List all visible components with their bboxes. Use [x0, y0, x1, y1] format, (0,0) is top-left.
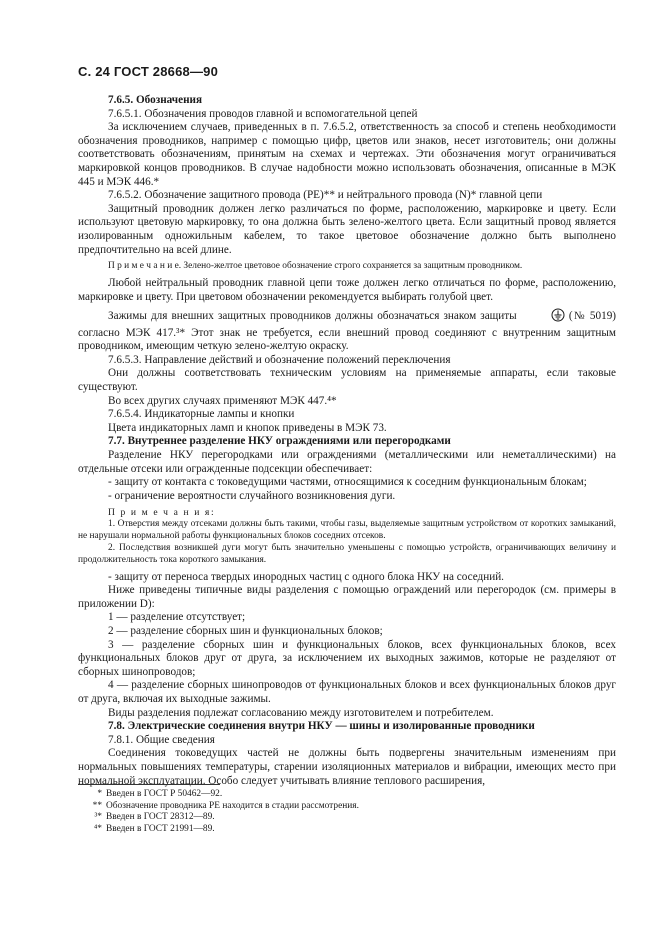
subsection-heading: 7.6.5.4. Индикаторные лампы и кнопки [108, 408, 295, 421]
page-header: С. 24 ГОСТ 28668—90 [78, 64, 219, 79]
document-body [78, 94, 616, 788]
list-item: - защиту от контакта с токоведущими частями, относящимися к соседним функциональным блокам; [108, 476, 587, 489]
list-item: 1 — разделение отсутствует; [108, 611, 246, 624]
subsection-heading: 7.6.5.1. Обозначения проводов главной и вспомогательной цепей [108, 107, 418, 120]
footnote-text: Введен в ГОСТ Р 50462—92. [106, 789, 223, 799]
footnote [78, 812, 616, 824]
section-heading: 7.8. Электрические соединения внутри НКУ — шины и изолированные проводники [108, 720, 535, 733]
list-item: 4 — разделение сборных шинопроводов от функциональных блоков и всех функциональных блоков друг от друга, включая их выходные зажимы. [78, 679, 616, 705]
footnote-mark: * [97, 789, 102, 799]
notes-title: П р и м е ч а н и я: [108, 507, 216, 519]
paragraph-part: (№ 5019) согласно МЭК 417.³* Этот знак не требуется, если внешний провод соединяют с внутренним защитным проводником, имеющим четкую зелено-желтую окраску. [78, 310, 617, 353]
footnote [78, 801, 616, 813]
paragraph-part: Зажимы для внешних защитных проводников должны обозначаться знаком защиты [108, 310, 517, 323]
list-item: 2 — разделение сборных шин и функциональных блоков; [108, 624, 383, 637]
footnotes [78, 784, 616, 835]
list-item: - защиту от переноса твердых инородных частиц с одного блока НКУ на соседний. [108, 570, 504, 583]
paragraph: Соединения токоведущих частей не должны быть подвергены значительным изменениям при нормальных повышениях температуры, старении изоляционных материалов и вибрации, имеющих место при нормальной эксплуатации. Особо следует учитывать влияние теплового расширения, [78, 747, 616, 787]
list-item: - ограничение вероятности случайного возникновения дуги. [108, 489, 396, 502]
footnote-divider [78, 784, 220, 785]
paragraph: Они должны соответствовать техническим условиям на применяемые аппараты, если таковые существуют. [78, 367, 616, 394]
paragraph: Защитный проводник должен легко различаться по форме, расположению, маркировке и цвету. Если используют цветовую маркировку, то она должна быть зелено-желтого цвета. Если защитный провод является изолированным одножильным кабелем, то такое цветовое обозначение должно быть выполнено предпочтительно на всей длине. [78, 202, 616, 256]
footnote [78, 824, 616, 836]
paragraph: Во всех других случаях применяют МЭК 447.⁴* [108, 394, 337, 407]
section-heading: 7.6.5. Обозначения [108, 94, 203, 106]
protective-earth-icon [521, 308, 565, 327]
footnote-mark: ³* [94, 812, 102, 823]
note: П р и м е ч а н и е. Зелено-желтое цветовое обозначение строго сохраняется за защитным проводником. [108, 261, 523, 272]
subsection-heading: 7.6.5.2. Обозначение защитного провода (РЕ)** и нейтрального провода (N)* главной цепи [108, 189, 543, 202]
paragraph: Цвета индикаторных ламп и кнопок приведены в МЭК 73. [108, 421, 387, 434]
note: 2. Последствия возникшей дуги могут быть значительно уменьшены с помощью устройств, ограничивающих величину и продолжительность тока короткого замыкания. [78, 543, 616, 565]
footnote-mark: ⁴* [94, 823, 102, 834]
footnote-text: Обозначение проводника РЕ находится в стадии рассмотрения. [106, 800, 359, 811]
footnote-text: Введен в ГОСТ 21991—89. [106, 823, 215, 834]
paragraph: За исключением случаев, приведенных в п. 7.6.5.2, ответственность за способ и степень необходимости обозначения проводников, например с помощью цифр, цветов или знаков, несет изготовитель; они должны соответствовать обозначениям, принятым на схемах и чертежах. Эти обозначения могут ограничиваться маркировкой концов проводников. В случае надобности можно использовать обозначения, описанные в МЭК 445 и МЭК 446.* [78, 121, 616, 188]
list-item: 3 — разделение сборных шин и функциональных блоков, всех функциональных блоков, всех функциональных блоков друг от друга, за исключением их выходных зажимов, которые не разделяют от сборных шинопроводов; [78, 638, 616, 678]
section-heading: 7.7. Внутреннее разделение НКУ ограждениями или перегородками [108, 435, 451, 448]
note: 1. Отверстия между отсеками должны быть такими, чтобы газы, выделяемые защитным устройством от коротких замыканий, не нарушали нормальной работы функциональных блоков соседних отсеков. [78, 519, 616, 542]
paragraph: Виды разделения подлежат согласованию между изготовителем и потребителем. [108, 706, 494, 719]
footnote [78, 789, 616, 801]
footnote-text: Введен в ГОСТ 28312—89. [106, 812, 215, 823]
paragraph: Ниже приведены типичные виды разделения с помощью ограждений или перегородок (см. примеры в приложении D): [78, 584, 616, 610]
subsection-heading: 7.8.1. Общие сведения [108, 733, 215, 746]
paragraph: Разделение НКУ перегородками или ограждениями (металлическими или неметаллическими) на отдельные отсеки или огражденные подсекции обеспечивает: [78, 449, 616, 475]
paragraph [78, 308, 616, 354]
subsection-heading: 7.6.5.3. Направление действий и обозначение положений переключения [108, 353, 451, 366]
footnote-mark: ** [92, 800, 102, 811]
paragraph: Любой нейтральный проводник главной цепи тоже должен легко отличаться по форме, расположению, маркировке и цвету. При цветовом обозначении рекомендуется выбирать голубой цвет. [78, 276, 616, 303]
